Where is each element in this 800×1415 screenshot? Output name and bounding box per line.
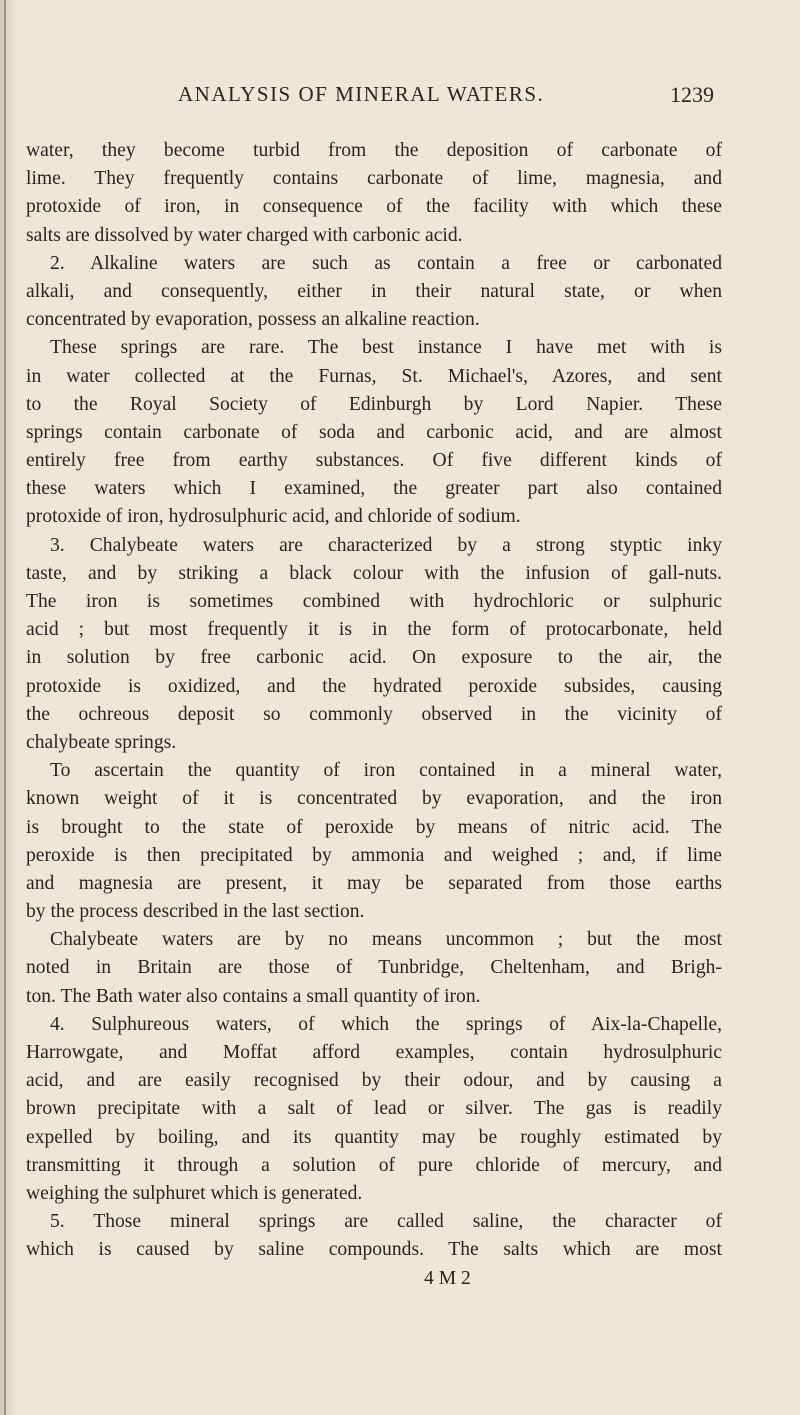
text-line: known weight of it is concentrated by evaporation, and the iron	[26, 788, 722, 810]
text-line: taste, and by striking a black colour with the infusion of gall-nuts.	[26, 562, 722, 584]
page-number: 1239	[670, 82, 714, 107]
text-line: protoxide of iron, in consequence of the facility with which these	[26, 196, 722, 218]
text-line: in solution by free carbonic acid. On exposure to the air, the	[26, 647, 722, 669]
text-line: acid ; but most frequently it is in the form of protocarbonate, held	[26, 619, 722, 641]
text-line: To ascertain the quantity of iron contained in a mineral water,	[50, 760, 722, 782]
text-line: chalybeate springs.	[26, 731, 177, 753]
body-text	[26, 137, 722, 1293]
text-line: peroxide is then precipitated by ammonia and weighed ; and, if lime	[26, 844, 722, 866]
text-line: which is caused by saline compounds. The salts which are most	[26, 1239, 722, 1261]
binding-edge	[0, 0, 16, 1415]
text-line: 3. Chalybeate waters are characterized by a strong styptic inky	[50, 534, 722, 556]
text-line: brown precipitate with a salt of lead or silver. The gas is readily	[26, 1098, 722, 1120]
text-line: these waters which I examined, the greater part also contained	[26, 478, 722, 500]
text-line: Harrowgate, and Moffat afford examples, contain hydrosulphuric	[26, 1042, 722, 1063]
text-line: The iron is sometimes combined with hydrochloric or sulphuric	[26, 591, 722, 612]
text-line: noted in Britain are those of Tunbridge, Cheltenham, and Brigh-	[26, 957, 722, 979]
text-line: 2. Alkaline waters are such as contain a free or carbonated	[50, 252, 722, 274]
text-line: by the process described in the last section.	[26, 901, 365, 923]
signature-mark: 4 M 2	[424, 1267, 471, 1289]
text-line: protoxide of iron, hydrosulphuric acid, and chloride of sodium.	[26, 506, 521, 528]
text-line: lime. They frequently contains carbonate of lime, magnesia, and	[26, 168, 722, 190]
text-line: protoxide is oxidized, and the hydrated peroxide subsides, causing	[26, 675, 722, 697]
text-line: and magnesia are present, it may be separated from those earths	[26, 872, 722, 894]
text-line: concentrated by evaporation, possess an alkaline reaction.	[26, 309, 480, 331]
text-line: These springs are rare. The best instance I have met with is	[50, 337, 722, 359]
text-line: springs contain carbonate of soda and carbonic acid, and are almost	[26, 421, 722, 443]
text-line: 4. Sulphureous waters, of which the springs of Aix-la-Chapelle,	[50, 1013, 722, 1035]
running-head	[0, 82, 800, 112]
text-line: the ochreous deposit so commonly observed in the vicinity of	[26, 703, 722, 725]
text-line: ton. The Bath water also contains a small quantity of iron.	[26, 985, 481, 1007]
text-line: expelled by boiling, and its quantity may be roughly estimated by	[26, 1126, 722, 1148]
text-line: alkali, and consequently, either in their natural state, or when	[26, 280, 722, 302]
text-line: in water collected at the Furnas, St. Michael's, Azores, and sent	[26, 365, 722, 387]
text-line: entirely free from earthy substances. Of five different kinds of	[26, 450, 722, 472]
running-title: ANALYSIS OF MINERAL WATERS.	[178, 82, 545, 106]
text-line: Chalybeate waters are by no means uncommon ; but the most	[50, 929, 722, 951]
binding-line	[4, 0, 6, 1415]
text-line: weighing the sulphuret which is generated.	[26, 1182, 363, 1204]
text-line: transmitting it through a solution of pure chloride of mercury, and	[26, 1154, 722, 1176]
text-line: salts are dissolved by water charged with carbonic acid.	[26, 224, 463, 246]
text-line: is brought to the state of peroxide by means of nitric acid. The	[26, 816, 722, 838]
text-line: to the Royal Society of Edinburgh by Lord Napier. These	[26, 393, 722, 415]
text-line: acid, and are easily recognised by their odour, and by causing a	[26, 1070, 722, 1092]
text-line: water, they become turbid from the deposition of carbonate of	[26, 140, 722, 161]
text-line: 5. Those mineral springs are called saline, the character of	[50, 1211, 722, 1233]
